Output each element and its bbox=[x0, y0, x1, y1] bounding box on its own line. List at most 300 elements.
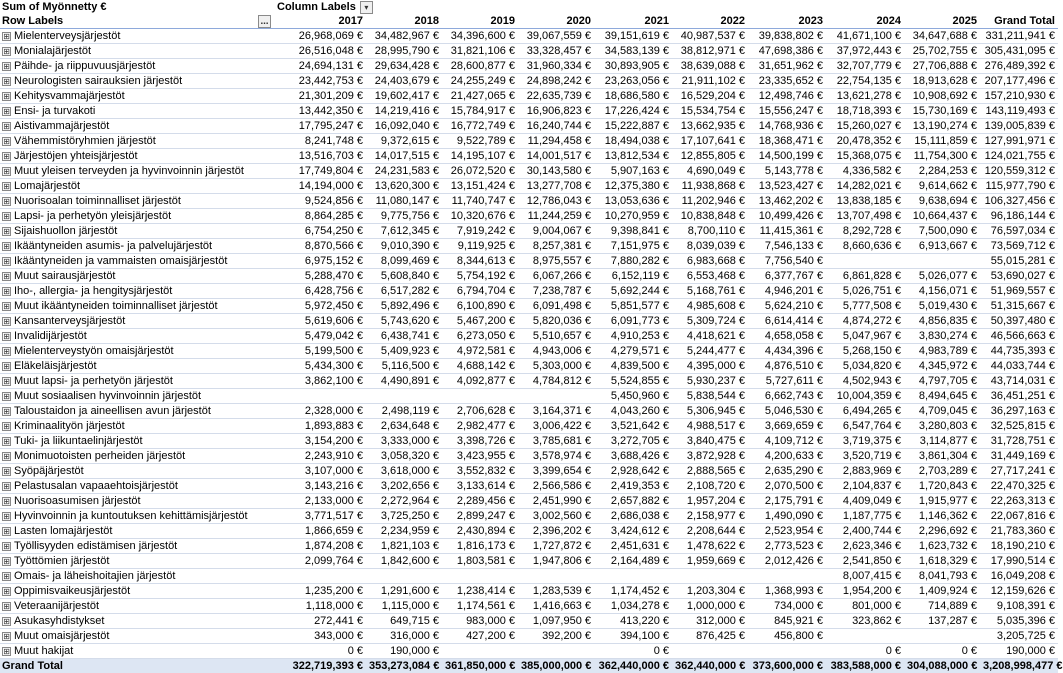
value-cell-2018[interactable]: 2,498,119 € bbox=[366, 404, 442, 419]
grand-total-cell-2022[interactable]: 362,440,000 € bbox=[672, 659, 748, 673]
value-cell-2020[interactable]: 5,510,657 € bbox=[518, 329, 594, 344]
value-cell-2019[interactable]: 13,151,424 € bbox=[442, 179, 518, 194]
row-total-cell[interactable]: 16,049,208 € bbox=[980, 569, 1058, 584]
expand-icon[interactable]: ⊞ bbox=[3, 61, 10, 71]
row-label-cell[interactable] bbox=[0, 89, 274, 104]
value-cell-2024[interactable]: 1,954,200 € bbox=[826, 584, 904, 599]
value-cell-2020[interactable] bbox=[518, 644, 594, 659]
expand-icon[interactable]: ⊞ bbox=[3, 481, 10, 491]
value-cell-2017[interactable]: 2,099,764 € bbox=[274, 554, 366, 569]
value-cell-2023[interactable]: 7,756,540 € bbox=[748, 254, 826, 269]
value-cell-2017[interactable]: 3,862,100 € bbox=[274, 374, 366, 389]
value-cell-2024[interactable]: 0 € bbox=[826, 644, 904, 659]
value-cell-2025[interactable]: 15,111,859 € bbox=[904, 134, 980, 149]
value-cell-2019[interactable]: 5,754,192 € bbox=[442, 269, 518, 284]
value-cell-2019[interactable]: 1,238,414 € bbox=[442, 584, 518, 599]
value-cell-2024[interactable]: 8,007,415 € bbox=[826, 569, 904, 584]
expand-icon[interactable]: ⊞ bbox=[3, 601, 10, 611]
value-cell-2018[interactable]: 6,438,741 € bbox=[366, 329, 442, 344]
value-cell-2022[interactable]: 5,244,477 € bbox=[672, 344, 748, 359]
row-label-cell[interactable] bbox=[0, 404, 274, 419]
value-cell-2021[interactable]: 2,928,642 € bbox=[594, 464, 672, 479]
grand-total-cell-2019[interactable]: 361,850,000 € bbox=[442, 659, 518, 673]
value-cell-2020[interactable]: 1,947,806 € bbox=[518, 554, 594, 569]
value-cell-2019[interactable]: 16,772,749 € bbox=[442, 119, 518, 134]
expand-icon[interactable]: ⊞ bbox=[3, 586, 10, 596]
value-cell-2021[interactable]: 0 € bbox=[594, 644, 672, 659]
value-cell-2022[interactable]: 1,478,622 € bbox=[672, 539, 748, 554]
value-cell-2020[interactable]: 3,785,681 € bbox=[518, 434, 594, 449]
value-cell-2024[interactable]: 6,861,828 € bbox=[826, 269, 904, 284]
value-cell-2021[interactable]: 2,657,882 € bbox=[594, 494, 672, 509]
value-cell-2017[interactable]: 5,972,450 € bbox=[274, 299, 366, 314]
value-cell-2019[interactable]: 1,174,561 € bbox=[442, 599, 518, 614]
value-cell-2023[interactable]: 734,000 € bbox=[748, 599, 826, 614]
value-cell-2018[interactable]: 14,219,416 € bbox=[366, 104, 442, 119]
expand-icon[interactable]: ⊞ bbox=[3, 526, 10, 536]
value-cell-2019[interactable]: 983,000 € bbox=[442, 614, 518, 629]
expand-icon[interactable]: ⊞ bbox=[3, 136, 10, 146]
value-cell-2023[interactable]: 5,727,611 € bbox=[748, 374, 826, 389]
value-cell-2021[interactable]: 9,398,841 € bbox=[594, 224, 672, 239]
value-cell-2022[interactable]: 40,987,537 € bbox=[672, 29, 748, 44]
value-cell-2019[interactable]: 2,982,477 € bbox=[442, 419, 518, 434]
row-label-cell[interactable] bbox=[0, 374, 274, 389]
value-cell-2024[interactable]: 4,874,272 € bbox=[826, 314, 904, 329]
expand-icon[interactable]: ⊞ bbox=[3, 106, 10, 116]
row-total-cell[interactable]: 21,783,360 € bbox=[980, 524, 1058, 539]
value-cell-2022[interactable]: 11,938,868 € bbox=[672, 179, 748, 194]
value-cell-2019[interactable]: 6,273,050 € bbox=[442, 329, 518, 344]
row-label-cell[interactable] bbox=[0, 584, 274, 599]
value-cell-2022[interactable]: 2,158,977 € bbox=[672, 509, 748, 524]
value-cell-2023[interactable]: 6,377,767 € bbox=[748, 269, 826, 284]
value-cell-2019[interactable]: 4,972,581 € bbox=[442, 344, 518, 359]
expand-icon[interactable]: ⊞ bbox=[3, 496, 10, 506]
row-total-cell[interactable]: 120,559,312 € bbox=[980, 164, 1058, 179]
value-cell-2019[interactable]: 31,821,106 € bbox=[442, 44, 518, 59]
value-cell-2022[interactable]: 1,957,204 € bbox=[672, 494, 748, 509]
value-cell-2023[interactable]: 2,635,290 € bbox=[748, 464, 826, 479]
value-cell-2024[interactable]: 15,260,027 € bbox=[826, 119, 904, 134]
value-cell-2021[interactable]: 2,164,489 € bbox=[594, 554, 672, 569]
value-cell-2025[interactable]: 2,284,253 € bbox=[904, 164, 980, 179]
value-cell-2018[interactable]: 316,000 € bbox=[366, 629, 442, 644]
value-cell-2022[interactable]: 2,888,565 € bbox=[672, 464, 748, 479]
value-cell-2019[interactable]: 34,396,600 € bbox=[442, 29, 518, 44]
value-cell-2023[interactable]: 23,335,652 € bbox=[748, 74, 826, 89]
value-cell-2018[interactable]: 16,092,040 € bbox=[366, 119, 442, 134]
value-cell-2025[interactable]: 714,889 € bbox=[904, 599, 980, 614]
value-cell-2025[interactable] bbox=[904, 629, 980, 644]
row-label-cell[interactable] bbox=[0, 104, 274, 119]
expand-icon[interactable]: ⊞ bbox=[3, 646, 10, 656]
value-cell-2024[interactable]: 3,719,375 € bbox=[826, 434, 904, 449]
value-cell-2025[interactable]: 6,913,667 € bbox=[904, 239, 980, 254]
row-total-cell[interactable]: 36,451,251 € bbox=[980, 389, 1058, 404]
row-label-cell[interactable] bbox=[0, 569, 274, 584]
value-cell-2023[interactable]: 2,070,500 € bbox=[748, 479, 826, 494]
value-cell-2025[interactable]: 1,915,977 € bbox=[904, 494, 980, 509]
row-total-cell[interactable]: 50,397,480 € bbox=[980, 314, 1058, 329]
value-cell-2023[interactable]: 4,434,396 € bbox=[748, 344, 826, 359]
value-cell-2020[interactable]: 3,578,974 € bbox=[518, 449, 594, 464]
value-cell-2021[interactable]: 6,091,773 € bbox=[594, 314, 672, 329]
expand-icon[interactable]: ⊞ bbox=[3, 31, 10, 41]
row-label-cell[interactable] bbox=[0, 164, 274, 179]
value-cell-2020[interactable]: 12,786,043 € bbox=[518, 194, 594, 209]
value-cell-2019[interactable]: 1,816,173 € bbox=[442, 539, 518, 554]
expand-icon[interactable]: ⊞ bbox=[3, 301, 10, 311]
value-cell-2023[interactable]: 4,658,058 € bbox=[748, 329, 826, 344]
value-cell-2018[interactable]: 8,099,469 € bbox=[366, 254, 442, 269]
value-cell-2024[interactable]: 4,409,049 € bbox=[826, 494, 904, 509]
value-cell-2017[interactable]: 17,795,247 € bbox=[274, 119, 366, 134]
value-cell-2018[interactable]: 5,892,496 € bbox=[366, 299, 442, 314]
row-label-cell[interactable] bbox=[0, 119, 274, 134]
value-cell-2018[interactable]: 3,202,656 € bbox=[366, 479, 442, 494]
value-cell-2017[interactable]: 26,516,048 € bbox=[274, 44, 366, 59]
row-total-cell[interactable]: 115,977,790 € bbox=[980, 179, 1058, 194]
value-cell-2021[interactable]: 3,688,426 € bbox=[594, 449, 672, 464]
value-cell-2023[interactable]: 4,109,712 € bbox=[748, 434, 826, 449]
value-cell-2019[interactable]: 9,522,789 € bbox=[442, 134, 518, 149]
value-cell-2020[interactable]: 3,399,654 € bbox=[518, 464, 594, 479]
expand-icon[interactable]: ⊞ bbox=[3, 616, 10, 626]
row-label-cell[interactable] bbox=[0, 449, 274, 464]
value-cell-2023[interactable]: 845,921 € bbox=[748, 614, 826, 629]
row-total-cell[interactable]: 73,569,712 € bbox=[980, 239, 1058, 254]
value-cell-2018[interactable]: 19,602,417 € bbox=[366, 89, 442, 104]
value-cell-2017[interactable]: 6,754,250 € bbox=[274, 224, 366, 239]
row-total-cell[interactable]: 96,186,144 € bbox=[980, 209, 1058, 224]
value-cell-2018[interactable]: 3,058,320 € bbox=[366, 449, 442, 464]
value-cell-2024[interactable]: 5,777,508 € bbox=[826, 299, 904, 314]
row-label-cell[interactable] bbox=[0, 299, 274, 314]
value-cell-2020[interactable]: 4,784,812 € bbox=[518, 374, 594, 389]
value-cell-2024[interactable]: 801,000 € bbox=[826, 599, 904, 614]
value-cell-2022[interactable]: 5,838,544 € bbox=[672, 389, 748, 404]
expand-icon[interactable]: ⊞ bbox=[3, 196, 10, 206]
expand-icon[interactable]: ⊞ bbox=[3, 271, 10, 281]
value-cell-2020[interactable]: 8,257,381 € bbox=[518, 239, 594, 254]
value-cell-2022[interactable]: 4,418,621 € bbox=[672, 329, 748, 344]
value-cell-2020[interactable]: 31,960,334 € bbox=[518, 59, 594, 74]
row-total-cell[interactable]: 53,690,027 € bbox=[980, 269, 1058, 284]
value-cell-2023[interactable]: 11,415,361 € bbox=[748, 224, 826, 239]
row-label-cell[interactable] bbox=[0, 59, 274, 74]
value-cell-2020[interactable]: 3,002,560 € bbox=[518, 509, 594, 524]
row-total-cell[interactable]: 22,263,313 € bbox=[980, 494, 1058, 509]
value-cell-2017[interactable]: 1,118,000 € bbox=[274, 599, 366, 614]
value-cell-2020[interactable]: 24,898,242 € bbox=[518, 74, 594, 89]
value-cell-2020[interactable] bbox=[518, 389, 594, 404]
value-cell-2019[interactable]: 1,803,581 € bbox=[442, 554, 518, 569]
value-cell-2018[interactable]: 1,842,600 € bbox=[366, 554, 442, 569]
row-label-cell[interactable] bbox=[0, 644, 274, 659]
row-label-cell[interactable] bbox=[0, 209, 274, 224]
value-cell-2019[interactable]: 3,552,832 € bbox=[442, 464, 518, 479]
value-cell-2025[interactable]: 25,702,755 € bbox=[904, 44, 980, 59]
value-cell-2017[interactable]: 8,241,748 € bbox=[274, 134, 366, 149]
value-cell-2018[interactable]: 9,010,390 € bbox=[366, 239, 442, 254]
expand-icon[interactable]: ⊞ bbox=[3, 346, 10, 356]
value-cell-2024[interactable]: 4,502,943 € bbox=[826, 374, 904, 389]
value-cell-2020[interactable]: 7,238,787 € bbox=[518, 284, 594, 299]
value-cell-2025[interactable]: 1,623,732 € bbox=[904, 539, 980, 554]
value-cell-2017[interactable]: 0 € bbox=[274, 644, 366, 659]
row-total-cell[interactable]: 43,714,031 € bbox=[980, 374, 1058, 389]
value-cell-2018[interactable]: 2,634,648 € bbox=[366, 419, 442, 434]
value-cell-2018[interactable]: 2,234,959 € bbox=[366, 524, 442, 539]
value-cell-2023[interactable]: 6,662,743 € bbox=[748, 389, 826, 404]
grand-total-cell-2023[interactable]: 373,600,000 € bbox=[748, 659, 826, 673]
row-label-cell[interactable] bbox=[0, 224, 274, 239]
value-cell-2019[interactable]: 3,423,955 € bbox=[442, 449, 518, 464]
value-cell-2018[interactable]: 34,482,967 € bbox=[366, 29, 442, 44]
value-cell-2019[interactable]: 3,398,726 € bbox=[442, 434, 518, 449]
expand-icon[interactable]: ⊞ bbox=[3, 511, 10, 521]
value-cell-2020[interactable]: 16,906,823 € bbox=[518, 104, 594, 119]
expand-icon[interactable]: ⊞ bbox=[3, 631, 10, 641]
value-cell-2023[interactable]: 18,368,471 € bbox=[748, 134, 826, 149]
value-cell-2025[interactable]: 4,983,789 € bbox=[904, 344, 980, 359]
value-cell-2025[interactable]: 8,494,645 € bbox=[904, 389, 980, 404]
row-total-cell[interactable]: 305,431,095 € bbox=[980, 44, 1058, 59]
value-cell-2022[interactable]: 6,553,468 € bbox=[672, 269, 748, 284]
expand-icon[interactable]: ⊞ bbox=[3, 241, 10, 251]
value-cell-2019[interactable]: 7,919,242 € bbox=[442, 224, 518, 239]
value-cell-2025[interactable]: 3,114,877 € bbox=[904, 434, 980, 449]
value-cell-2024[interactable]: 3,520,719 € bbox=[826, 449, 904, 464]
value-cell-2022[interactable]: 12,855,805 € bbox=[672, 149, 748, 164]
value-cell-2023[interactable]: 4,200,633 € bbox=[748, 449, 826, 464]
row-total-cell[interactable]: 3,205,725 € bbox=[980, 629, 1058, 644]
value-cell-2021[interactable]: 1,174,452 € bbox=[594, 584, 672, 599]
value-cell-2023[interactable]: 5,046,530 € bbox=[748, 404, 826, 419]
value-cell-2018[interactable]: 9,372,615 € bbox=[366, 134, 442, 149]
value-cell-2023[interactable]: 4,946,201 € bbox=[748, 284, 826, 299]
value-cell-2018[interactable]: 3,618,000 € bbox=[366, 464, 442, 479]
row-label-cell[interactable] bbox=[0, 539, 274, 554]
value-cell-2020[interactable]: 3,164,371 € bbox=[518, 404, 594, 419]
value-cell-2024[interactable]: 41,671,100 € bbox=[826, 29, 904, 44]
value-cell-2024[interactable]: 2,883,969 € bbox=[826, 464, 904, 479]
value-cell-2017[interactable]: 5,479,042 € bbox=[274, 329, 366, 344]
value-cell-2020[interactable]: 22,635,739 € bbox=[518, 89, 594, 104]
value-cell-2025[interactable]: 4,709,045 € bbox=[904, 404, 980, 419]
value-cell-2025[interactable]: 9,614,662 € bbox=[904, 179, 980, 194]
value-cell-2023[interactable] bbox=[748, 569, 826, 584]
expand-icon[interactable]: ⊞ bbox=[3, 451, 10, 461]
row-label-cell[interactable] bbox=[0, 479, 274, 494]
value-cell-2017[interactable]: 1,893,883 € bbox=[274, 419, 366, 434]
row-total-cell[interactable]: 12,159,626 € bbox=[980, 584, 1058, 599]
value-cell-2024[interactable]: 13,707,498 € bbox=[826, 209, 904, 224]
value-cell-2022[interactable]: 6,983,668 € bbox=[672, 254, 748, 269]
value-cell-2018[interactable]: 28,995,790 € bbox=[366, 44, 442, 59]
value-cell-2019[interactable]: 2,706,628 € bbox=[442, 404, 518, 419]
value-cell-2017[interactable]: 21,301,209 € bbox=[274, 89, 366, 104]
value-cell-2019[interactable] bbox=[442, 569, 518, 584]
value-cell-2022[interactable]: 21,911,102 € bbox=[672, 74, 748, 89]
row-label-cell[interactable] bbox=[0, 629, 274, 644]
value-cell-2021[interactable]: 4,279,571 € bbox=[594, 344, 672, 359]
value-cell-2024[interactable]: 2,541,850 € bbox=[826, 554, 904, 569]
value-cell-2021[interactable]: 1,034,278 € bbox=[594, 599, 672, 614]
value-cell-2018[interactable]: 1,821,103 € bbox=[366, 539, 442, 554]
value-cell-2024[interactable]: 18,718,393 € bbox=[826, 104, 904, 119]
row-label-cell[interactable] bbox=[0, 494, 274, 509]
row-total-cell[interactable]: 190,000 € bbox=[980, 644, 1058, 659]
grand-total-cell-2024[interactable]: 383,588,000 € bbox=[826, 659, 904, 673]
value-cell-2023[interactable]: 12,498,746 € bbox=[748, 89, 826, 104]
grand-total-label[interactable]: Grand Total bbox=[0, 659, 274, 673]
row-label-cell[interactable] bbox=[0, 179, 274, 194]
value-cell-2021[interactable]: 17,226,424 € bbox=[594, 104, 672, 119]
row-total-cell[interactable]: 51,969,557 € bbox=[980, 284, 1058, 299]
value-cell-2021[interactable]: 2,686,038 € bbox=[594, 509, 672, 524]
value-cell-2017[interactable]: 13,516,703 € bbox=[274, 149, 366, 164]
value-cell-2018[interactable]: 11,080,147 € bbox=[366, 194, 442, 209]
value-cell-2022[interactable]: 11,202,946 € bbox=[672, 194, 748, 209]
value-cell-2025[interactable]: 5,019,430 € bbox=[904, 299, 980, 314]
expand-icon[interactable]: ⊞ bbox=[3, 406, 10, 416]
value-cell-2022[interactable]: 1,203,304 € bbox=[672, 584, 748, 599]
value-cell-2025[interactable]: 15,730,169 € bbox=[904, 104, 980, 119]
value-cell-2019[interactable]: 2,289,456 € bbox=[442, 494, 518, 509]
row-label-cell[interactable] bbox=[0, 149, 274, 164]
expand-icon[interactable]: ⊞ bbox=[3, 151, 10, 161]
value-cell-2018[interactable] bbox=[366, 569, 442, 584]
value-cell-2019[interactable]: 6,794,704 € bbox=[442, 284, 518, 299]
expand-icon[interactable]: ⊞ bbox=[3, 391, 10, 401]
row-total-cell[interactable]: 27,717,241 € bbox=[980, 464, 1058, 479]
value-cell-2025[interactable]: 1,720,843 € bbox=[904, 479, 980, 494]
expand-icon[interactable]: ⊞ bbox=[3, 166, 10, 176]
value-cell-2022[interactable]: 5,930,237 € bbox=[672, 374, 748, 389]
value-cell-2024[interactable]: 6,494,265 € bbox=[826, 404, 904, 419]
value-cell-2017[interactable]: 1,866,659 € bbox=[274, 524, 366, 539]
value-cell-2020[interactable]: 33,328,457 € bbox=[518, 44, 594, 59]
value-cell-2017[interactable]: 14,194,000 € bbox=[274, 179, 366, 194]
value-cell-2023[interactable]: 13,462,202 € bbox=[748, 194, 826, 209]
value-cell-2023[interactable]: 2,012,426 € bbox=[748, 554, 826, 569]
value-cell-2018[interactable]: 24,231,583 € bbox=[366, 164, 442, 179]
value-cell-2025[interactable]: 34,647,688 € bbox=[904, 29, 980, 44]
value-cell-2025[interactable] bbox=[904, 254, 980, 269]
value-cell-2017[interactable]: 3,771,517 € bbox=[274, 509, 366, 524]
value-cell-2023[interactable]: 3,669,659 € bbox=[748, 419, 826, 434]
value-cell-2017[interactable]: 23,442,753 € bbox=[274, 74, 366, 89]
value-cell-2017[interactable]: 2,133,000 € bbox=[274, 494, 366, 509]
row-label-cell[interactable] bbox=[0, 74, 274, 89]
value-cell-2023[interactable]: 10,499,426 € bbox=[748, 209, 826, 224]
value-cell-2023[interactable]: 2,773,523 € bbox=[748, 539, 826, 554]
value-cell-2021[interactable]: 7,151,975 € bbox=[594, 239, 672, 254]
row-label-cell[interactable] bbox=[0, 239, 274, 254]
row-label-cell[interactable] bbox=[0, 599, 274, 614]
value-cell-2019[interactable]: 5,467,200 € bbox=[442, 314, 518, 329]
value-cell-2024[interactable]: 8,660,636 € bbox=[826, 239, 904, 254]
grand-total-cell-2018[interactable]: 353,273,084 € bbox=[366, 659, 442, 673]
value-cell-2017[interactable]: 2,243,910 € bbox=[274, 449, 366, 464]
value-cell-2020[interactable]: 1,097,950 € bbox=[518, 614, 594, 629]
value-cell-2019[interactable]: 15,784,917 € bbox=[442, 104, 518, 119]
value-cell-2020[interactable]: 6,067,266 € bbox=[518, 269, 594, 284]
value-cell-2021[interactable]: 7,880,282 € bbox=[594, 254, 672, 269]
value-cell-2024[interactable]: 5,268,150 € bbox=[826, 344, 904, 359]
value-cell-2023[interactable]: 6,614,414 € bbox=[748, 314, 826, 329]
value-cell-2023[interactable]: 15,556,247 € bbox=[748, 104, 826, 119]
value-cell-2022[interactable]: 17,107,641 € bbox=[672, 134, 748, 149]
row-total-cell[interactable]: 139,005,839 € bbox=[980, 119, 1058, 134]
value-cell-2017[interactable]: 24,694,131 € bbox=[274, 59, 366, 74]
row-total-cell[interactable]: 207,177,496 € bbox=[980, 74, 1058, 89]
value-cell-2022[interactable]: 4,988,517 € bbox=[672, 419, 748, 434]
value-cell-2024[interactable]: 5,034,820 € bbox=[826, 359, 904, 374]
value-cell-2017[interactable]: 5,434,300 € bbox=[274, 359, 366, 374]
value-cell-2021[interactable]: 18,686,580 € bbox=[594, 89, 672, 104]
value-cell-2020[interactable]: 11,244,259 € bbox=[518, 209, 594, 224]
value-cell-2019[interactable]: 2,899,247 € bbox=[442, 509, 518, 524]
expand-icon[interactable]: ⊞ bbox=[3, 466, 10, 476]
value-cell-2019[interactable]: 9,119,925 € bbox=[442, 239, 518, 254]
expand-icon[interactable]: ⊞ bbox=[3, 76, 10, 86]
value-cell-2025[interactable]: 13,190,274 € bbox=[904, 119, 980, 134]
value-cell-2017[interactable]: 8,870,566 € bbox=[274, 239, 366, 254]
value-cell-2020[interactable]: 1,727,872 € bbox=[518, 539, 594, 554]
row-total-cell[interactable]: 18,190,210 € bbox=[980, 539, 1058, 554]
row-total-cell[interactable]: 124,021,755 € bbox=[980, 149, 1058, 164]
value-cell-2018[interactable]: 7,612,345 € bbox=[366, 224, 442, 239]
row-labels-header[interactable] bbox=[0, 14, 274, 29]
row-total-cell[interactable]: 76,597,034 € bbox=[980, 224, 1058, 239]
value-cell-2022[interactable]: 38,812,971 € bbox=[672, 44, 748, 59]
value-cell-2025[interactable]: 3,861,304 € bbox=[904, 449, 980, 464]
value-cell-2025[interactable]: 4,156,071 € bbox=[904, 284, 980, 299]
value-cell-2021[interactable]: 2,451,631 € bbox=[594, 539, 672, 554]
value-cell-2023[interactable]: 2,175,791 € bbox=[748, 494, 826, 509]
value-cell-2024[interactable]: 13,838,185 € bbox=[826, 194, 904, 209]
value-cell-2021[interactable]: 4,839,500 € bbox=[594, 359, 672, 374]
value-cell-2025[interactable]: 10,908,692 € bbox=[904, 89, 980, 104]
value-cell-2023[interactable]: 5,143,778 € bbox=[748, 164, 826, 179]
value-cell-2023[interactable]: 39,838,802 € bbox=[748, 29, 826, 44]
grand-total-total-cell[interactable]: 3,208,998,477 € bbox=[980, 659, 1058, 673]
value-cell-2025[interactable]: 27,706,888 € bbox=[904, 59, 980, 74]
value-cell-2020[interactable]: 8,975,557 € bbox=[518, 254, 594, 269]
value-cell-2019[interactable]: 4,092,877 € bbox=[442, 374, 518, 389]
value-cell-2024[interactable]: 37,972,443 € bbox=[826, 44, 904, 59]
value-cell-2023[interactable]: 456,800 € bbox=[748, 629, 826, 644]
value-cell-2018[interactable]: 3,333,000 € bbox=[366, 434, 442, 449]
row-total-cell[interactable]: 276,489,392 € bbox=[980, 59, 1058, 74]
value-cell-2020[interactable]: 9,004,067 € bbox=[518, 224, 594, 239]
value-cell-2022[interactable]: 10,838,848 € bbox=[672, 209, 748, 224]
value-cell-2018[interactable]: 5,743,620 € bbox=[366, 314, 442, 329]
value-cell-2017[interactable]: 3,107,000 € bbox=[274, 464, 366, 479]
value-cell-2025[interactable]: 9,638,694 € bbox=[904, 194, 980, 209]
value-cell-2021[interactable]: 2,419,353 € bbox=[594, 479, 672, 494]
grand-total-cell-2017[interactable]: 322,719,393 € bbox=[274, 659, 366, 673]
row-label-cell[interactable] bbox=[0, 29, 274, 44]
column-labels-header[interactable] bbox=[274, 0, 369, 14]
value-cell-2021[interactable]: 3,521,642 € bbox=[594, 419, 672, 434]
value-cell-2020[interactable] bbox=[518, 569, 594, 584]
expand-icon[interactable]: ⊞ bbox=[3, 46, 10, 56]
value-cell-2022[interactable]: 876,425 € bbox=[672, 629, 748, 644]
